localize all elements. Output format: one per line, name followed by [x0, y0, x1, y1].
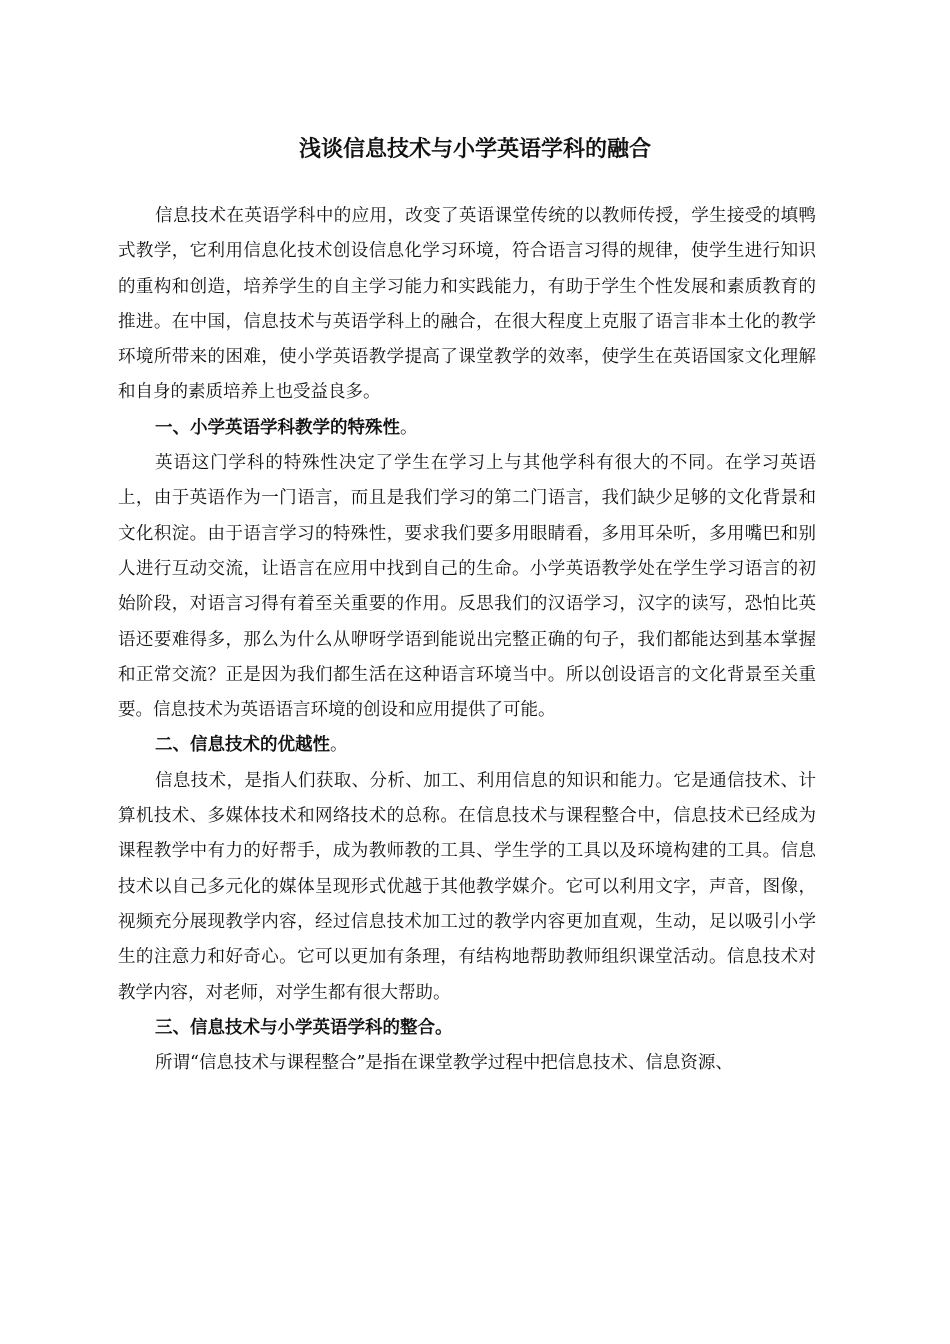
section-1-heading-text: 一、小学英语学科教学的特殊性 [155, 417, 400, 438]
intro-paragraph: 信息技术在英语学科中的应用，改变了英语课堂传统的以教师传授，学生接受的填鸭式教学，它利用信息化技术创设信息化学习环境，符合语言习得的规律，使学生进行知识的重构和创造，培养学生的自主学习能力和实践能力，有助于学生个性发展和素质教育的推进。在中国，信息技术与英语学科上的融合，在很大程度上克服了语言非本土化的教学环境所带来的困难，使小学英语教学提高了课堂教学的效率，使学生在英语国家文化理解和自身的素质培养上也受益良多。 [118, 206, 816, 403]
section-3-heading: 三、信息技术与小学英语学科的整合。 [155, 1017, 453, 1038]
document-title: 浅谈信息技术与小学英语学科的融合 [298, 137, 651, 162]
section-1-heading [118, 411, 816, 446]
section-2-heading-text: 二、信息技术的优越性 [155, 735, 330, 756]
section-2-heading-trail: 。 [330, 735, 348, 756]
section-1-paragraph: 英语这门学科的特殊性决定了学生在学习上与其他学科有很大的不同。在学习英语上，由于英语作为一门语言，而且是我们学习的第二门语言，我们缺少足够的文化背景和文化积淀。由于语言学习的特殊性，要求我们要多用眼睛看，多用耳朵听，多用嘴巴和别人进行互动交流，让语言在应用中找到自己的生命。小学英语教学处在学生学习语言的初始阶段，对语言习得有着至关重要的作用。反思我们的汉语学习，汉字的读写，恐怕比英语还要难得多，那么为什么从咿呀学语到能说出完整正确的句子，我们都能达到基本掌握和正常交流？正是因为我们都生活在这种语言环境当中。所以创设语言的文化背景至关重要。信息技术为英语语言环境的创设和应用提供了可能。 [118, 453, 816, 721]
document-body [118, 199, 816, 1081]
section-2-paragraph: 信息技术，是指人们获取、分析、加工、利用信息的知识和能力。它是通信技术、计算机技术、多媒体技术和网络技术的总称。在信息技术与课程整合中，信息技术已经成为课程教学中有力的好帮手，成为教师教的工具、学生学的工具以及环境构建的工具。信息技术以自己多元化的媒体呈现形式优越于其他教学媒介。它可以利用文字，声音，图像，视频充分展现教学内容，经过信息技术加工过的教学内容更加直观，生动，足以吸引小学生的注意力和好奇心。它可以更加有条理，有结构地帮助教师组织课堂活动。信息技术对教学内容，对老师，对学生都有很大帮助。 [118, 770, 816, 1003]
section-3-paragraph: 所谓“信息技术与课程整合”是指在课堂教学过程中把信息技术、信息资源、 [155, 1053, 733, 1074]
section-2-heading [118, 728, 816, 763]
section-1-heading-trail: 。 [400, 417, 418, 438]
